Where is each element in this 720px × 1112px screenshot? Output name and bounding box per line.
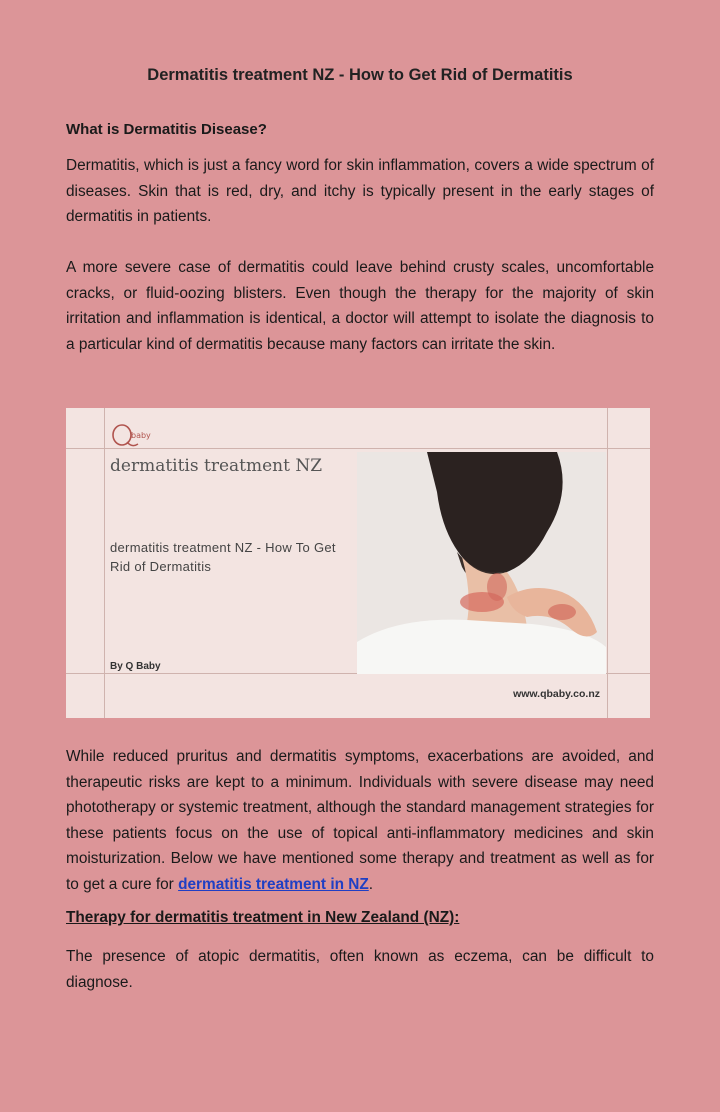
banner-author: By Q Baby xyxy=(110,661,161,672)
qbaby-logo xyxy=(110,422,158,448)
paragraph: Dermatitis, which is just a fancy word for skin inflammation, covers a wide spectrum of diseases. Skin that is red, dry, and itchy is typically present in the early stages of dermatitis in patients. xyxy=(66,157,654,226)
banner-subtitle: dermatitis treatment NZ - How To Get Rid of Dermatitis xyxy=(110,540,336,574)
page-title: Dermatitis treatment NZ - How to Get Rid of Dermatitis xyxy=(147,66,573,84)
divider xyxy=(104,408,105,718)
divider xyxy=(607,408,608,718)
banner-title: dermatitis treatment NZ xyxy=(110,456,323,476)
neck-photo xyxy=(357,452,606,674)
section-heading: Therapy for dermatitis treatment in New Zealand (NZ): xyxy=(66,909,460,926)
paragraph xyxy=(66,744,654,898)
paragraph-end: . xyxy=(368,875,374,893)
dermatitis-treatment-link[interactable]: dermatitis treatment in NZ xyxy=(178,875,369,893)
article-banner-image xyxy=(66,408,650,718)
logo-text: baby xyxy=(131,431,151,440)
paragraph: The presence of atopic dermatitis, often known as eczema, can be difficult to diagnose. xyxy=(66,948,654,991)
section-heading: What is Dermatitis Disease? xyxy=(66,121,267,138)
banner-url: www.qbaby.co.nz xyxy=(513,688,600,700)
paragraph: A more severe case of dermatitis could leave behind crusty scales, uncomfortable cracks, or fluid-oozing blisters. Even though the therapy for the majority of skin irritation and inflammation is identical, a doctor will attempt to isolate the diagnosis to a particular kind of dermatitis because many factors can irritate the skin. xyxy=(66,259,654,353)
paragraph-text: While reduced pruritus and dermatitis symptoms, exacerbations are avoided, and therapeutic risks are kept to a minimum. Individuals with severe disease may need phototherapy or systemic treatment, although the standard management strategies for these patients focus on the use of topical anti-inflammatory medicines and skin moisturization. Below we have mentioned some therapy and treatment as well as for to get a cure for xyxy=(66,748,654,893)
divider xyxy=(66,448,650,449)
